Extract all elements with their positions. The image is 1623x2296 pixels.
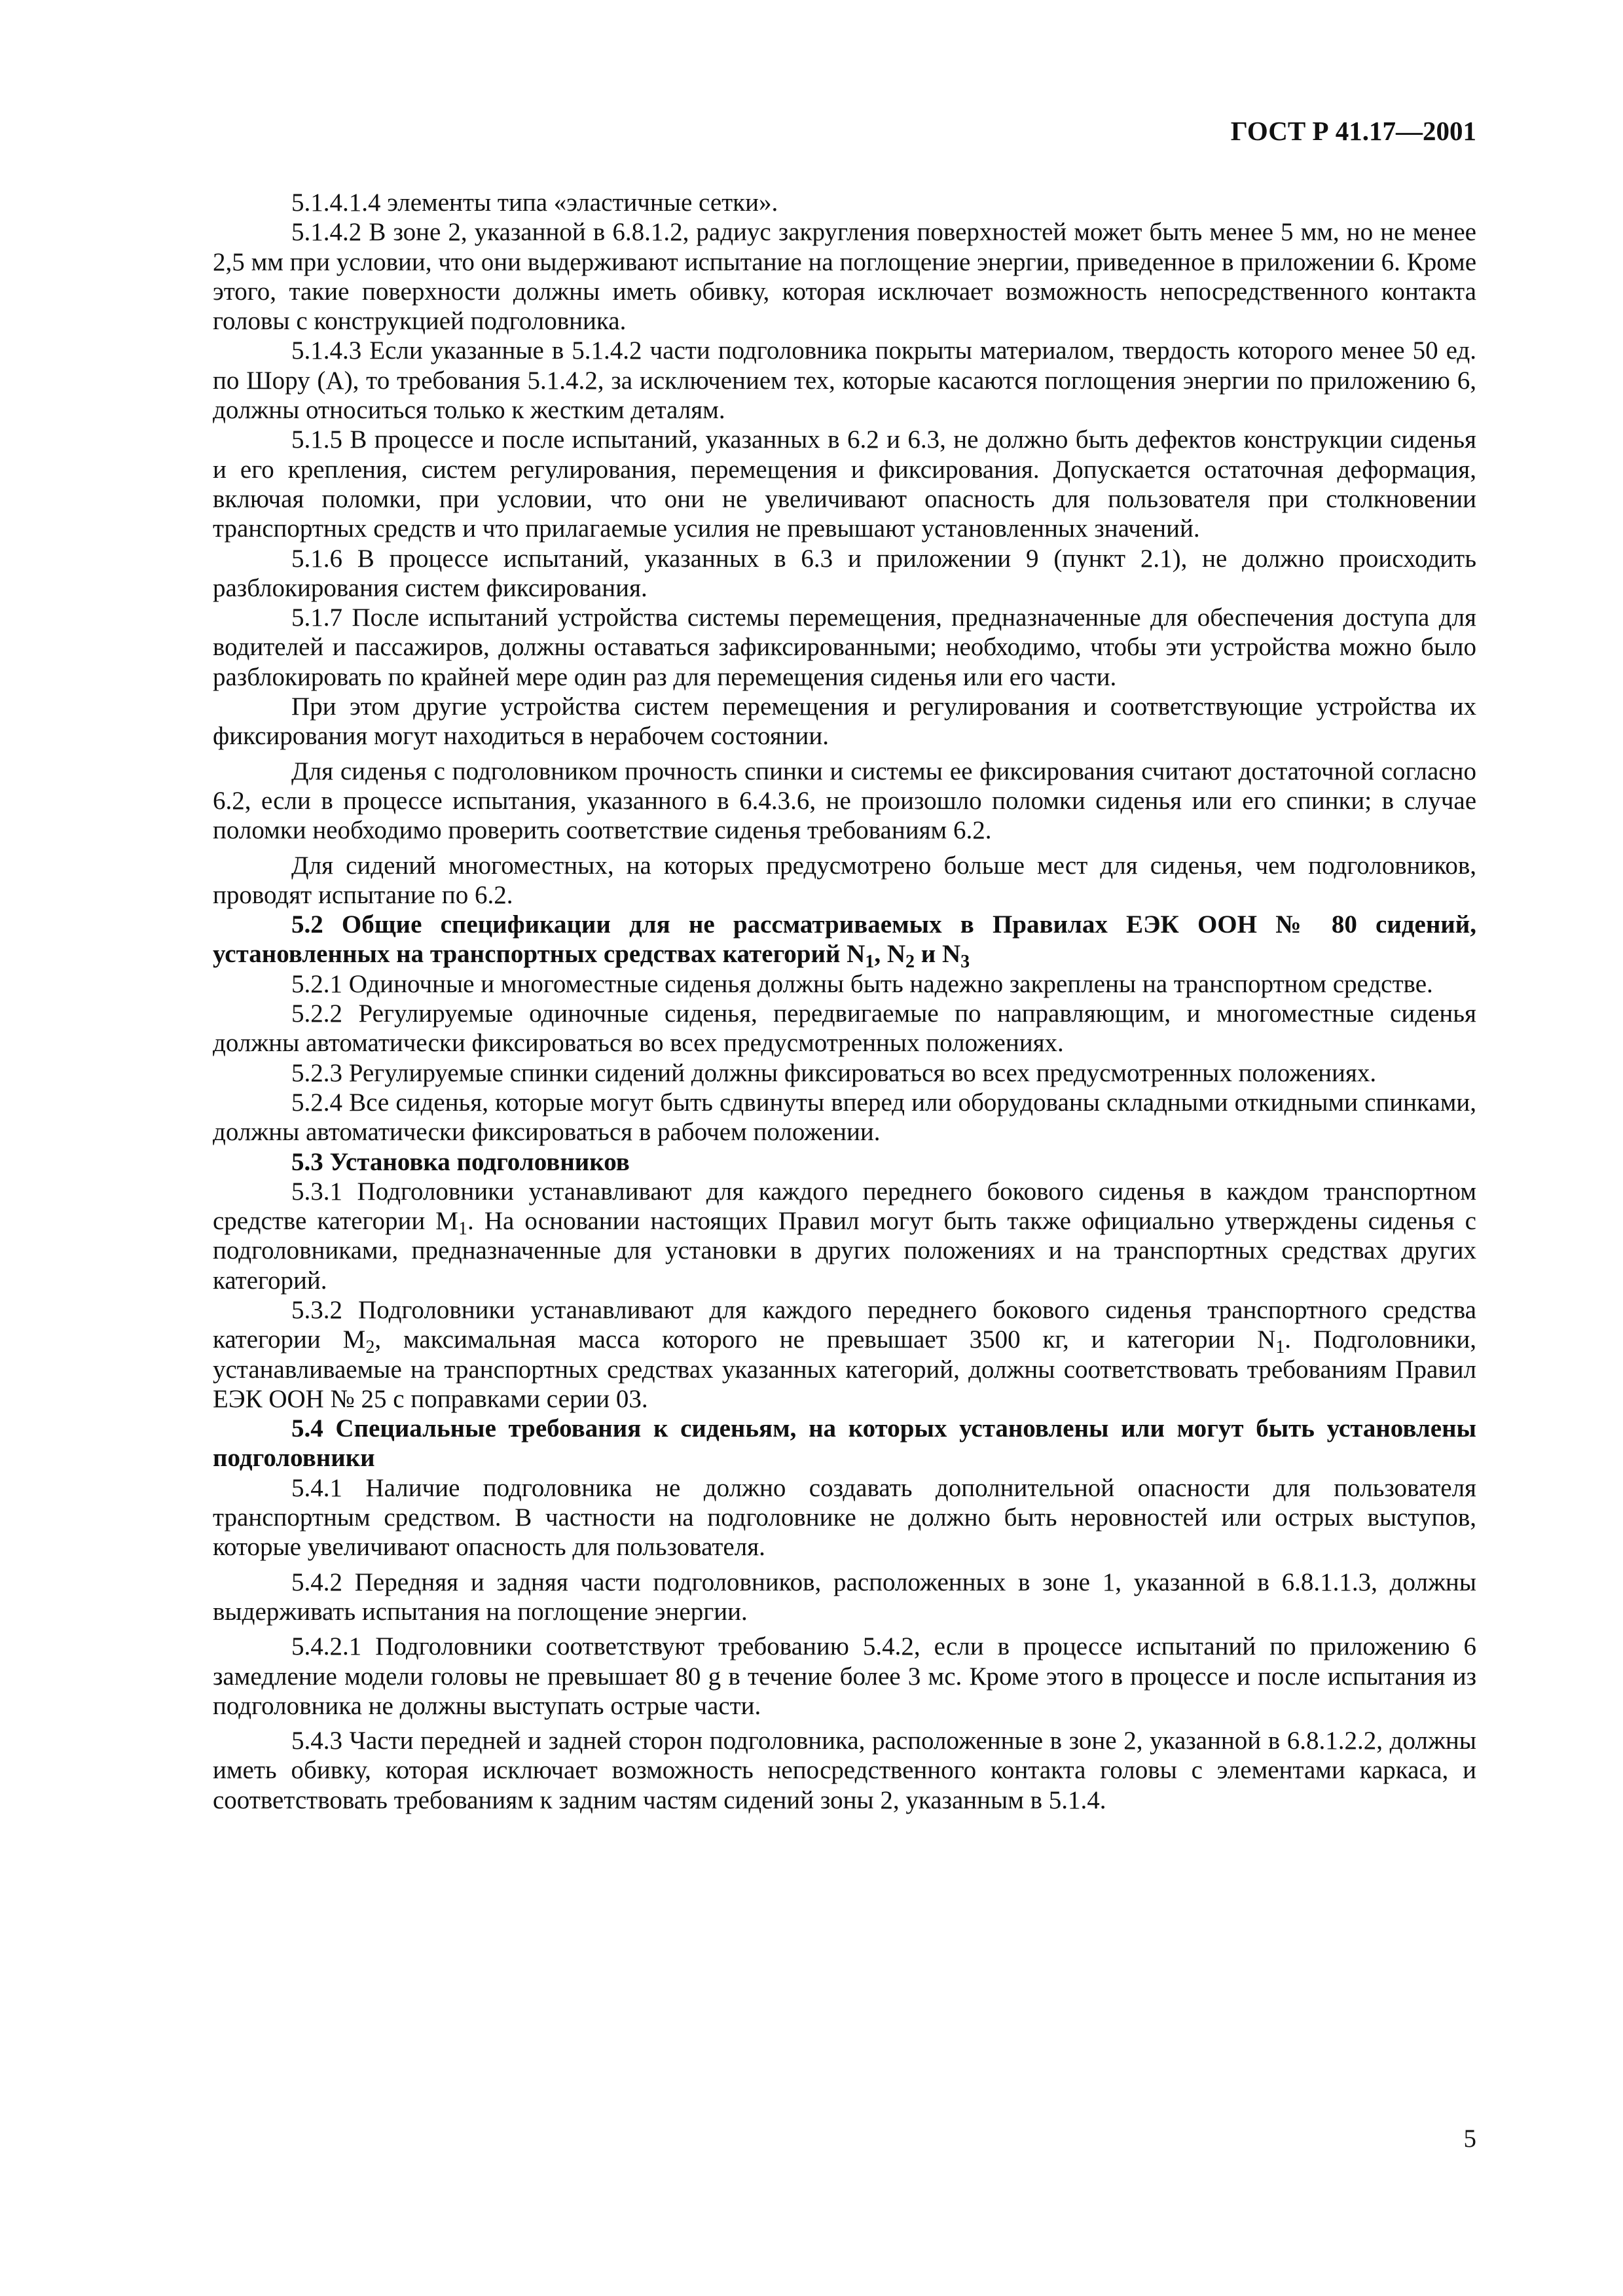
- paragraph-text: 5.3.1 Подголовники устанавливают для каждого переднего бокового сиденья в каждом транспортном средстве категории M: [213, 1177, 1476, 1236]
- paragraph-5-1-6: 5.1.6 В процессе испытаний, указанных в 6.3 и приложении 9 (пункт 2.1), не должно происходить разблокирования систем фиксирования.: [213, 544, 1476, 602]
- subscript: 1: [458, 1219, 467, 1240]
- heading-5-3: 5.3 Установка подголовников: [291, 1147, 630, 1176]
- subscript: 1: [1275, 1337, 1285, 1358]
- paragraph-5-4-1: 5.4.1 Наличие подголовника не должно создавать дополнительной опасности для пользователя транспортным средством. В частности на подголовнике не должно быть неровностей или острых выступов, которые увеличивают опасность для пользователя.: [213, 1473, 1476, 1562]
- paragraph-5-1-7: 5.1.7 После испытаний устройства системы перемещения, предназначенные для обеспечения доступа для водителей и пассажиров, должны оставаться зафиксированными; необходимо, чтобы эти устройства можно было разблокировать по крайней мере один раз для перемещения сиденья или его части.: [213, 603, 1476, 691]
- paragraph-5-3-1: [213, 1177, 1476, 1295]
- subscript: 3: [960, 952, 970, 973]
- heading-5-2: [213, 910, 1476, 973]
- paragraph-headrest-strength: Для сиденья с подголовником прочность спинки и системы ее фиксирования считают достаточной согласно 6.2, если в процессе испытания, указанного в 6.4.3.6, не произошло поломки сиденья или его спинки; в случае поломки необходимо проверить соответствие сиденья требованиям 6.2.: [213, 757, 1476, 845]
- paragraph-5-1-5: 5.1.5 В процессе и после испытаний, указанных в 6.2 и 6.3, не должно быть дефектов конструкции сиденья и его крепления, систем регулирования, перемещения и фиксирования. Допускается остаточная деформация, включая поломки, при условии, что они не увеличивают опасность для пользователя при столкновении транспортных средств и что прилагаемые усилия не превышают установленных значений.: [213, 425, 1476, 543]
- paragraph-5-4-2: 5.4.2 Передняя и задняя части подголовников, расположенных в зоне 1, указанной в 6.8.1.1.3, должны выдерживать испытания на поглощение энергии.: [213, 1568, 1476, 1626]
- heading-5-4: 5.4 Специальные требования к сиденьям, на которых установлены или могут быть установлены подголовники: [213, 1414, 1476, 1473]
- document-body: [213, 188, 1476, 1815]
- document-header: ГОСТ Р 41.17—2001: [1230, 116, 1476, 146]
- paragraph-5-4-2-1: 5.4.2.1 Подголовники соответствуют требованию 5.4.2, если в процессе испытаний по приложению 6 замедление модели головы не превышает 80 g в течение более 3 мс. Кроме этого в процессе и после испытания из подголовника не должны выступать острые части.: [213, 1632, 1476, 1720]
- paragraph-5-3-2: [213, 1295, 1476, 1414]
- heading-5-2-text-mid: , N: [874, 940, 906, 969]
- subscript: 1: [865, 952, 875, 973]
- page-number: 5: [1463, 2125, 1476, 2153]
- paragraph-5-1-4-2: 5.1.4.2 В зоне 2, указанной в 6.8.1.2, радиус закругления поверхностей может быть менее 5 мм, но не менее 2,5 мм при условии, что они выдерживают испытание на поглощение энергии, приведенное в приложении 6. Кроме этого, такие поверхности должны иметь обивку, которая исключает возможность непосредственного контакта головы с конструкцией подголовника.: [213, 218, 1476, 336]
- paragraph-5-2-1: 5.2.1 Одиночные и многоместные сиденья должны быть надежно закреплены на транспортном средстве.: [291, 969, 1433, 998]
- paragraph-text-tail: . На основании настоящих Правил могут быть также официально утверждены сиденья с подголовниками, предназначенные для установки в других положениях и на транспортных средствах других категорий.: [213, 1207, 1476, 1295]
- paragraph-text-tail: . Подголовники, устанавливаемые на транспортных средствах указанных категорий, должны соответствовать требованиям Правил ЕЭК ООН № 25 с поправками серии 03.: [213, 1325, 1476, 1413]
- subscript: 2: [365, 1337, 375, 1358]
- paragraph-devices-note: При этом другие устройства систем перемещения и регулирования и соответствующие устройства их фиксирования могут находиться в нерабочем состоянии.: [213, 692, 1476, 751]
- document-page: [213, 115, 1476, 1815]
- paragraph-text-mid: , максимальная масса которого не превышает 3500 кг, и категории N: [374, 1325, 1276, 1354]
- paragraph-5-2-3: 5.2.3 Регулируемые спинки сидений должны фиксироваться во всех предусмотренных положениях.: [291, 1058, 1377, 1087]
- paragraph-5-2-2: 5.2.2 Регулируемые одиночные сиденья, передвигаемые по направляющим, и многоместные сиденья должны автоматически фиксироваться во всех предусмотренных положениях.: [213, 999, 1476, 1058]
- heading-5-2-text: 5.2 Общие спецификации для не рассматриваемых в Правилах ЕЭК ООН № 80 сидений, установленных на транспортных средствах категорий N: [213, 910, 1476, 969]
- paragraph-5-2-4: 5.2.4 Все сиденья, которые могут быть сдвинуты вперед или оборудованы складными откидными спинками, должны автоматически фиксироваться в рабочем положении.: [213, 1088, 1476, 1147]
- paragraph-5-4-3: 5.4.3 Части передней и задней сторон подголовника, расположенные в зоне 2, указанной в 6.8.1.2.2, должны иметь обивку, которая исключает возможность непосредственного контакта головы с элементами каркаса, и соответствовать требованиям к задним частям сидений зоны 2, указанным в 5.1.4.: [213, 1727, 1476, 1814]
- paragraph-5-1-4-3: 5.1.4.3 Если указанные в 5.1.4.2 части подголовника покрыты материалом, твердость которого менее 50 ед. по Шору (А), то требования 5.1.4.2, за исключением тех, которые касаются поглощения энергии по приложению 6, должны относиться только к жестким деталям.: [213, 336, 1476, 425]
- paragraph-multiseat: Для сидений многоместных, на которых предусмотрено больше мест для сиденья, чем подголовников, проводят испытание по 6.2.: [213, 851, 1476, 909]
- subscript: 2: [905, 952, 915, 973]
- heading-5-2-text-mid: и N: [915, 940, 961, 969]
- paragraph-text: 5.3.2 Подголовники устанавливают для каждого переднего бокового сиденья транспортного средства категории M: [213, 1295, 1476, 1354]
- paragraph-5-1-4-1-4: 5.1.4.1.4 элементы типа «эластичные сетки».: [291, 188, 778, 217]
